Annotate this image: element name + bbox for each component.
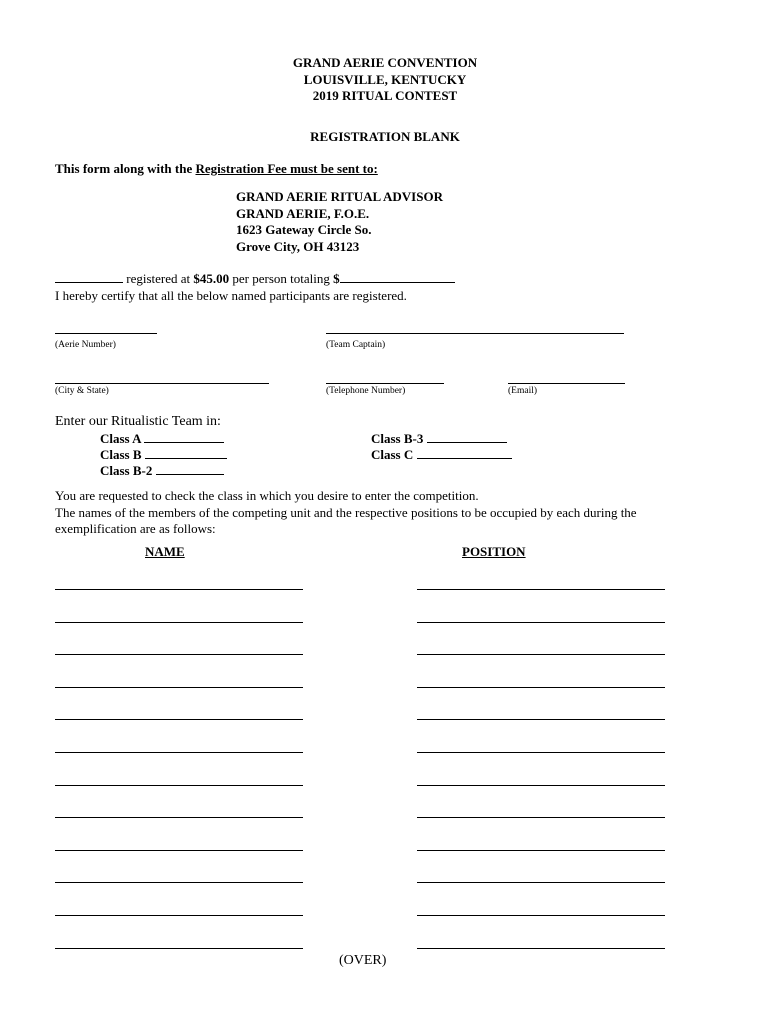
class-c-label: Class C [371, 447, 414, 462]
class-b3-checkbox[interactable] [427, 431, 507, 443]
convention-location: LOUISVILLE, KENTUCKY [303, 71, 467, 87]
roster-name-field[interactable] [55, 752, 303, 753]
instruction-line-3: exemplification are as follows: [55, 521, 216, 536]
roster-name-field[interactable] [55, 850, 303, 851]
class-b3-option [371, 431, 507, 448]
instruction-line-1: You are requested to check the class in which you desire to enter the competition. [55, 488, 479, 503]
send-to-intro-underlined: Registration Fee must be sent to: [195, 161, 378, 176]
roster-position-field[interactable] [417, 948, 665, 949]
aerie-number-field[interactable] [55, 333, 157, 334]
classes-intro: Enter our Ritualistic Team in: [55, 414, 221, 429]
class-a-option [100, 431, 224, 448]
address-name: GRAND AERIE RITUAL ADVISOR [236, 189, 443, 204]
roster-position-field[interactable] [417, 785, 665, 786]
class-b2-checkbox[interactable] [156, 463, 224, 475]
telephone-field[interactable] [326, 383, 444, 384]
class-b-checkbox[interactable] [145, 447, 227, 459]
address-street: 1623 Gateway Circle So. [236, 222, 372, 237]
form-title: REGISTRATION BLANK [310, 129, 460, 144]
roster-name-field[interactable] [55, 915, 303, 916]
certify-statement: I hereby certify that all the below named participants are registered. [55, 288, 407, 303]
class-b2-option [100, 463, 224, 480]
total-dollar-sign: $ [333, 271, 340, 286]
team-captain-field[interactable] [326, 333, 624, 334]
send-to-intro [55, 161, 378, 178]
class-c-option [371, 447, 512, 464]
team-captain-label: (Team Captain) [326, 340, 386, 350]
roster-position-field[interactable] [417, 687, 665, 688]
class-c-checkbox[interactable] [417, 447, 512, 459]
city-state-field[interactable] [55, 383, 269, 384]
class-b2-label: Class B-2 [100, 463, 153, 478]
city-state-label: (City & State) [55, 386, 109, 396]
roster-name-field[interactable] [55, 882, 303, 883]
name-column-header: NAME [145, 544, 185, 559]
roster-position-field[interactable] [417, 817, 665, 818]
roster-position-field[interactable] [417, 850, 665, 851]
roster-name-field[interactable] [55, 817, 303, 818]
fee-line [55, 271, 455, 287]
class-b3-label: Class B-3 [371, 431, 424, 446]
instruction-line-2: The names of the members of the competing unit and the respective positions to be occupied by each during the [55, 505, 637, 520]
over-indicator: (OVER) [339, 953, 387, 968]
registered-count-field[interactable] [55, 271, 123, 283]
roster-position-field[interactable] [417, 589, 665, 590]
roster-name-field[interactable] [55, 785, 303, 786]
roster-position-field[interactable] [417, 719, 665, 720]
aerie-number-label: (Aerie Number) [55, 340, 116, 350]
total-amount-field[interactable] [340, 271, 455, 283]
roster-name-field[interactable] [55, 589, 303, 590]
roster-name-field[interactable] [55, 687, 303, 688]
send-to-intro-prefix: This form along with the [55, 161, 196, 176]
roster-position-field[interactable] [417, 752, 665, 753]
fee-amount: $45.00 [193, 271, 230, 286]
class-a-checkbox[interactable] [144, 431, 224, 443]
address-org: GRAND AERIE, F.O.E. [236, 205, 370, 221]
roster-name-field[interactable] [55, 654, 303, 655]
roster-position-field[interactable] [417, 882, 665, 883]
roster-position-field[interactable] [417, 622, 665, 623]
roster-name-field[interactable] [55, 948, 303, 949]
roster-name-field[interactable] [55, 622, 303, 623]
roster-position-field[interactable] [417, 654, 665, 655]
class-a-label: Class A [100, 431, 141, 446]
per-person-text: per person totaling [229, 271, 334, 286]
address-city: Grove City, OH 43123 [236, 238, 360, 254]
email-field[interactable] [508, 383, 625, 384]
position-column-header: POSITION [462, 544, 526, 559]
roster-position-field[interactable] [417, 915, 665, 916]
roster-name-field[interactable] [55, 719, 303, 720]
registered-at-text: registered at [123, 271, 194, 286]
contest-title: 2019 RITUAL CONTEST [312, 88, 458, 103]
class-b-label: Class B [100, 447, 142, 462]
telephone-label: (Telephone Number) [326, 386, 406, 396]
email-label: (Email) [508, 386, 538, 396]
convention-title: GRAND AERIE CONVENTION [292, 55, 478, 70]
class-b-option [100, 447, 227, 464]
